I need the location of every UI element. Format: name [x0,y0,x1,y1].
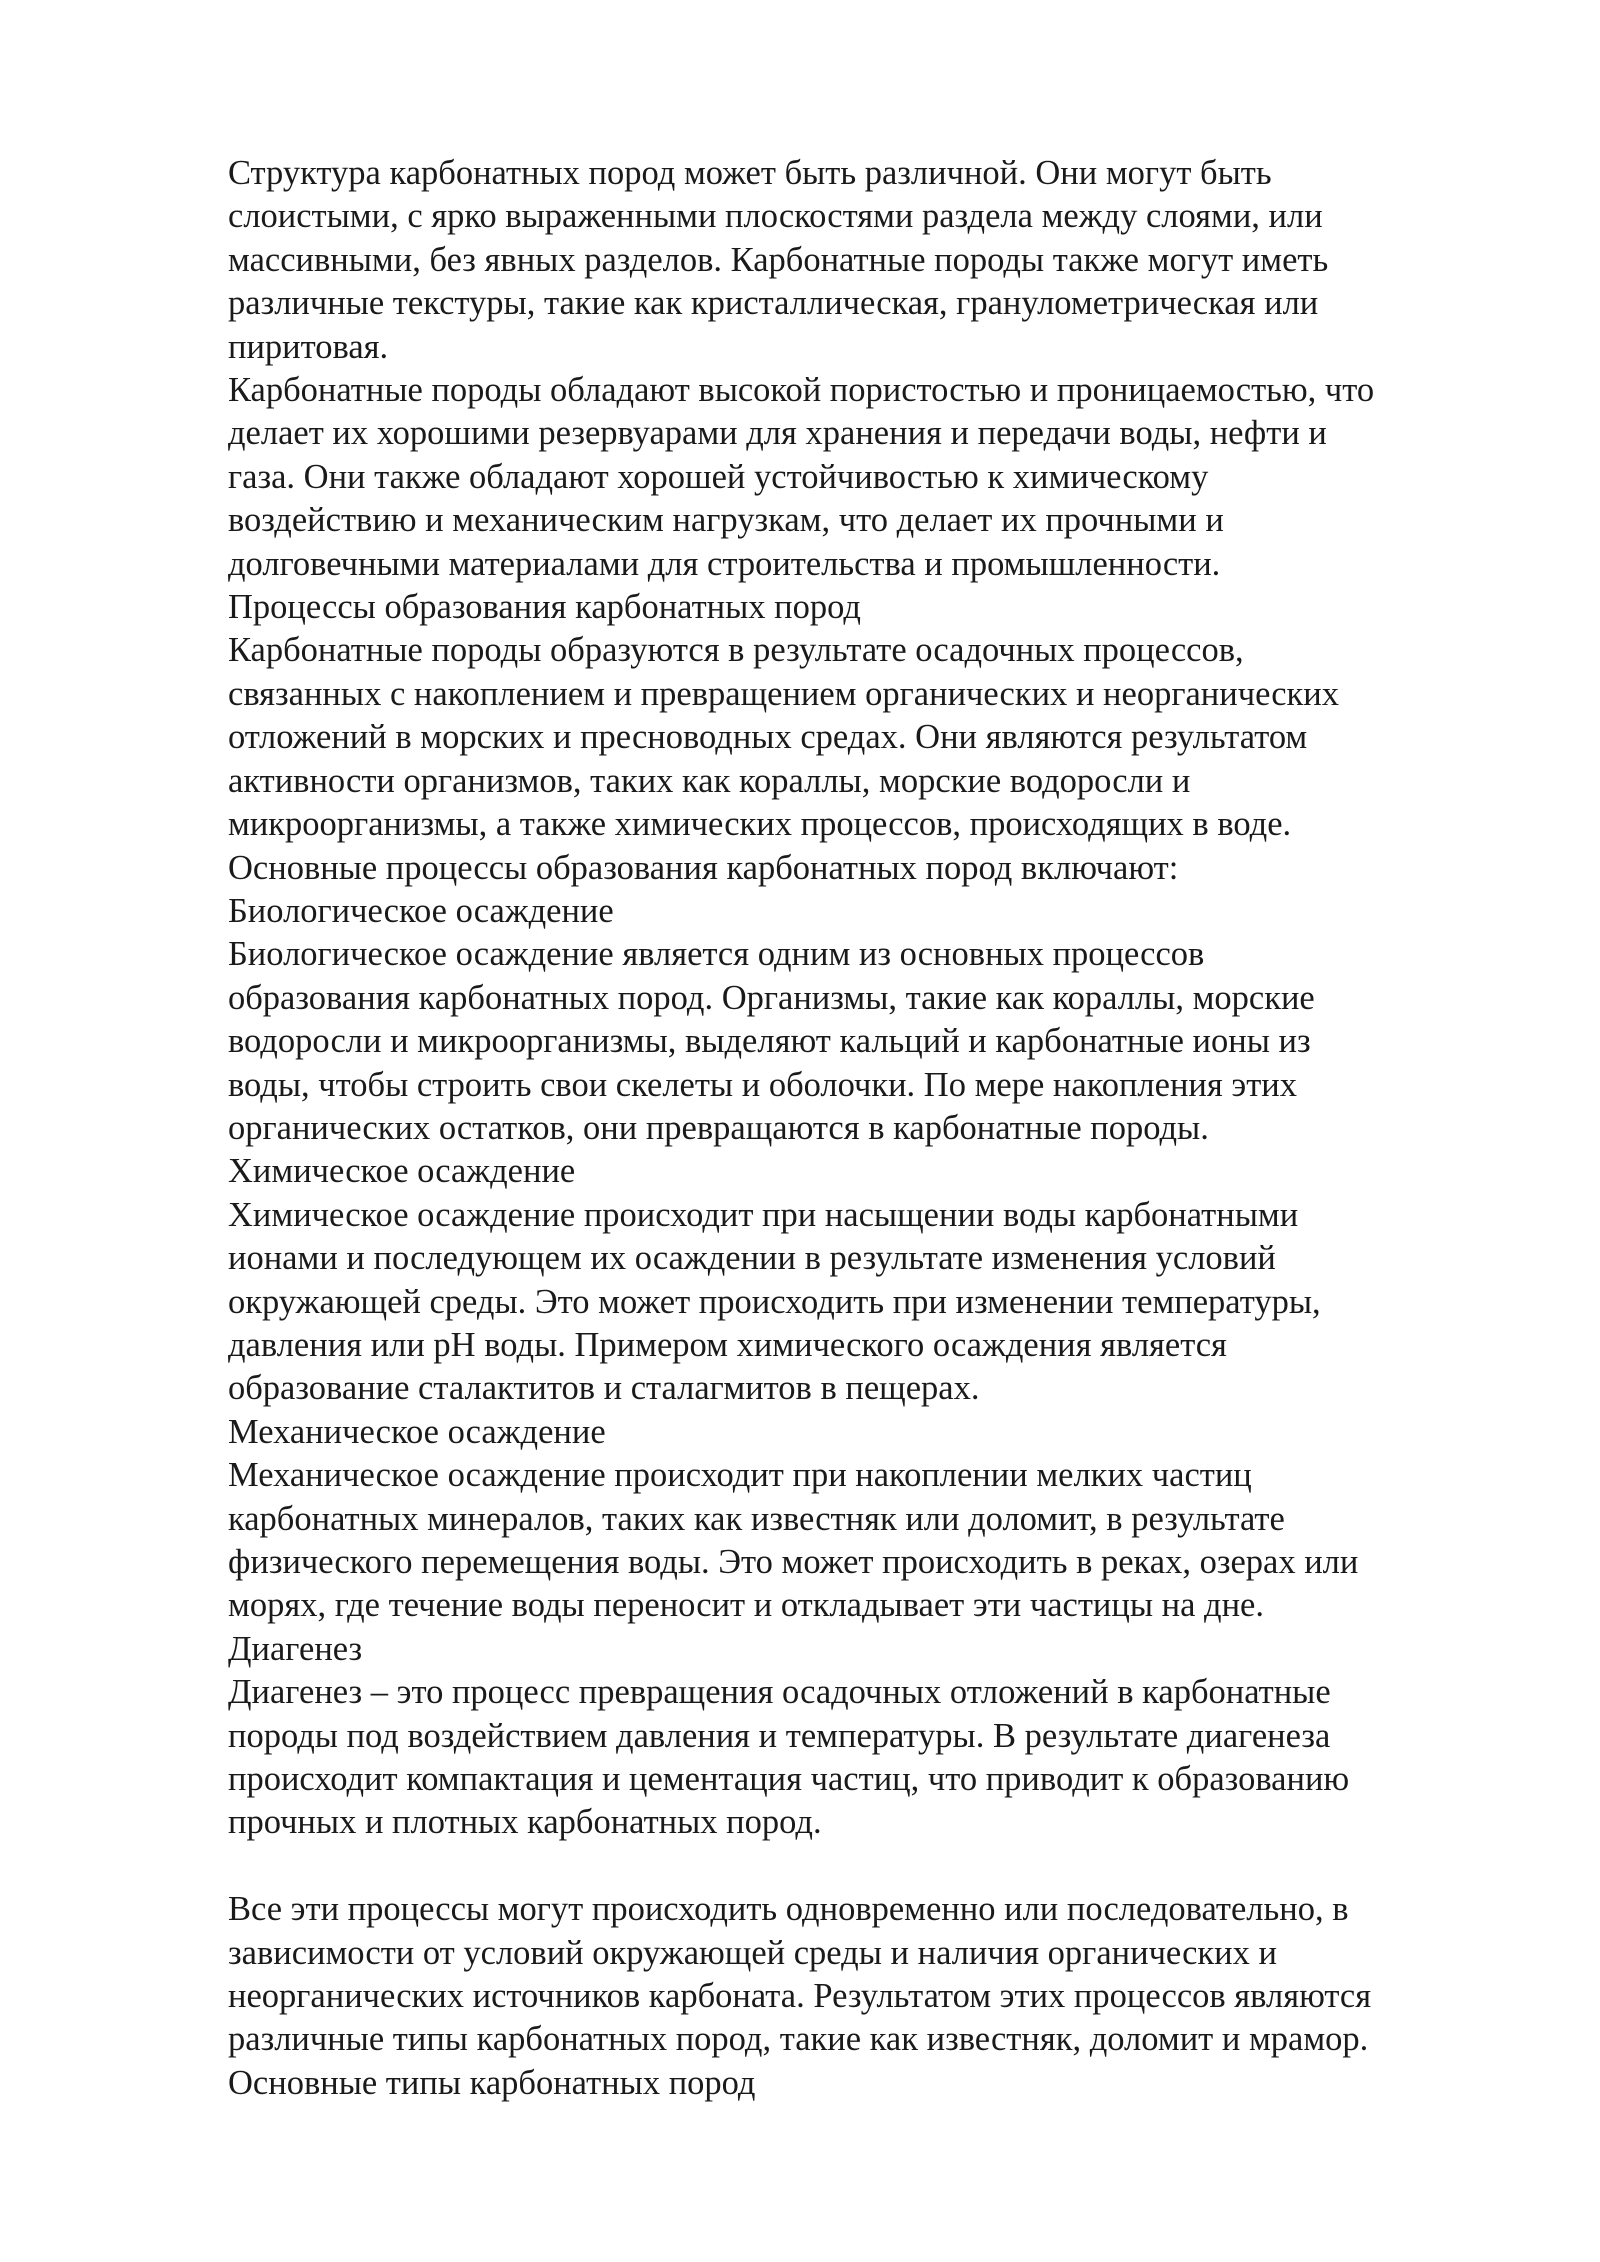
paragraph-diagenesis: Диагенез – это процесс превращения осадочных отложений в карбонатные породы под воздействием давления и температуры. В результате диагенеза происходит компактация и цементация частиц, что приводит к образованию прочных и плотных карбонатных пород. [228,1673,1350,1842]
paragraph-summary: Все эти процессы могут происходить одновременно или последовательно, в зависимости от условий окружающей среды и наличия органических и неорганических источников карбоната. Результатом этих процессов являются различные типы карбонатных пород, такие как известняк, доломит и мрамор. [228,1890,1372,2059]
heading-formation-processes: Процессы образования карбонатных пород [228,588,861,627]
document-body [228,152,1528,2105]
heading-biological-deposition: Биологическое осаждение [228,891,614,930]
paragraph-structure: Структура карбонатных пород может быть различной. Они могут быть слоистыми, с ярко выраженными плоскостями раздела между слоями, или массивными, без явных разделов. Карбонатные породы также могут иметь различные текстуры, такие как кристаллическая, гранулометрическая или пиритовая. [228,154,1329,366]
heading-main-types: Основные типы карбонатных пород [228,2063,756,2102]
paragraph-formation-overview: Карбонатные породы образуются в результате осадочных процессов, связанных с накоплением и превращением органических и неорганических отложений в морских и пресноводных средах. Они являются результатом активности организмов, таких как кораллы, морские водоросли и микроорганизмы, а также химических процессов, происходящих в воде. [228,631,1340,844]
heading-diagenesis: Диагенез [228,1629,363,1668]
blank-line [228,1845,1528,1888]
heading-mechanical-deposition: Механическое осаждение [228,1412,606,1451]
paragraph-chemical-deposition: Химическое осаждение происходит при насыщении воды карбонатными ионами и последующем их осаждении в результате изменения условий окружающей среды. Это может происходить при изменении температуры, давления или pH воды. Примером химического осаждения является образование сталактитов и сталагмитов в пещерах. [228,1195,1321,1408]
paragraph-main-processes-intro: Основные процессы образования карбонатных пород включают: [228,848,1179,887]
paragraph-biological-deposition: Биологическое осаждение является одним из основных процессов образования карбонатных пород. Организмы, такие как кораллы, морские водоросли и микроорганизмы, выделяют кальций и карбонатные ионы из воды, чтобы строить свои скелеты и оболочки. По мере накопления этих органических остатков, они превращаются в карбонатные породы. [228,935,1315,1147]
paragraph-properties: Карбонатные породы обладают высокой пористостью и проницаемостью, что делает их хорошими резервуарами для хранения и передачи воды, нефти и газа. Они также обладают хорошей устойчивостью к химическому воздействию и механическим нагрузкам, что делает их прочными и долговечными материалами для строительства и промышленности. [228,371,1375,583]
heading-chemical-deposition: Химическое осаждение [228,1152,576,1191]
paragraph-mechanical-deposition: Механическое осаждение происходит при накоплении мелких частиц карбонатных минералов, таких как известняк или доломит, в результате физического перемещения воды. Это может происходить в реках, озерах или морях, где течение воды переносит и откладывает эти частицы на дне. [228,1456,1359,1625]
